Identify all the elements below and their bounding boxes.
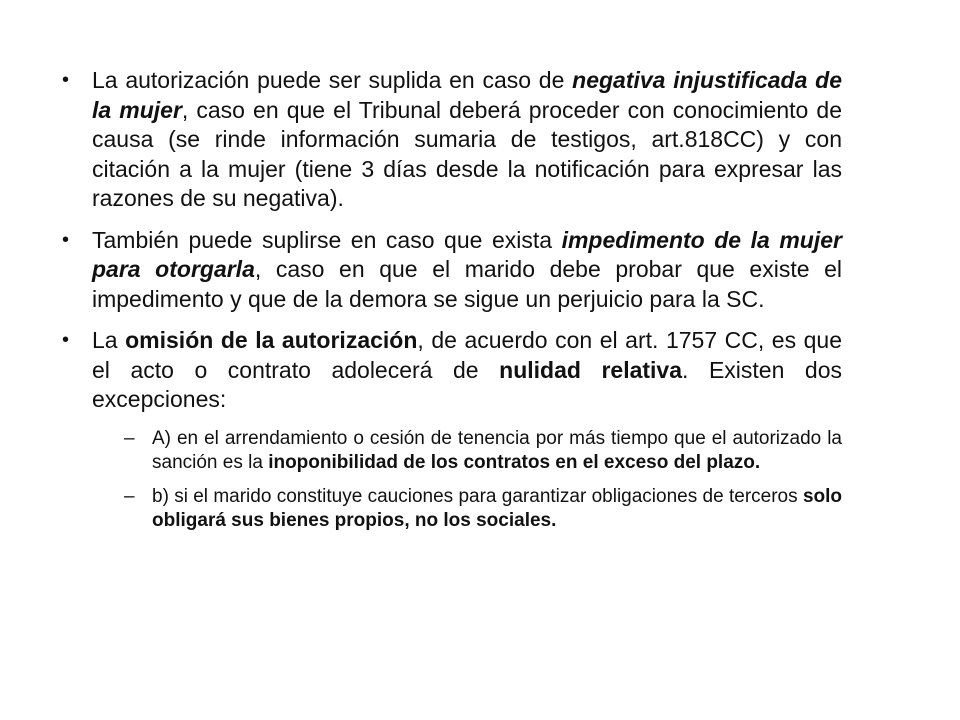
bullet-text (92, 66, 842, 214)
text-run: La autorización puede ser suplida en caso de (92, 67, 573, 93)
text-run: . Existen dos excepciones: (92, 356, 842, 412)
emphasis-run: omisión de la autorización (125, 327, 418, 353)
sub-bullet-item (124, 427, 842, 475)
bullet-marker: • (62, 329, 70, 351)
bullet-text (152, 427, 842, 475)
dash-marker: – (124, 485, 135, 507)
dash-marker: – (124, 427, 135, 449)
text-run: , caso en que el marido debe probar que existe el impedimento y que de la demora se sigue un perjuicio para la SC. (92, 256, 843, 312)
text-run: También puede suplirse en caso que exista (92, 226, 562, 253)
emphasis-run: inoponibilidad de los contratos en el exceso del plazo. (268, 451, 761, 473)
text-run: b) si el marido constituye cauciones para garantizar obligaciones de terceros (152, 485, 803, 507)
bullet-marker: • (62, 228, 70, 251)
text-run: A) en el arrendamiento o cesión de tenencia por más tiempo que el autorizado la sanción es la (152, 427, 842, 473)
emphasis-run: negativa injustificada de la mujer (92, 67, 842, 123)
bullet-item (62, 326, 842, 415)
bullet-item (62, 66, 842, 214)
emphasis-run: solo obligará sus bienes propios, no los sociales. (152, 485, 842, 531)
emphasis-run: nulidad relativa (499, 356, 683, 383)
bullet-list (62, 66, 842, 543)
sub-bullet-item (124, 485, 842, 533)
text-run: , caso en que el Tribunal deberá proceder con conocimiento de causa (se rinde información sumaria de testigos, art.818CC) y con citación a la mujer (tiene 3 días desde la notificación para expresar las razones de su negativa). (92, 96, 842, 211)
text-run: , de acuerdo con el art. 1757 CC, es que el acto o contrato adolecerá de (92, 327, 842, 383)
bullet-text (92, 226, 842, 315)
text-run: La (92, 327, 126, 353)
bullet-text (152, 485, 842, 533)
bullet-item (62, 226, 842, 315)
bullet-text (92, 326, 842, 415)
emphasis-run: impedimento de la mujer para otorgarla (92, 226, 842, 282)
bullet-marker: • (62, 69, 70, 91)
